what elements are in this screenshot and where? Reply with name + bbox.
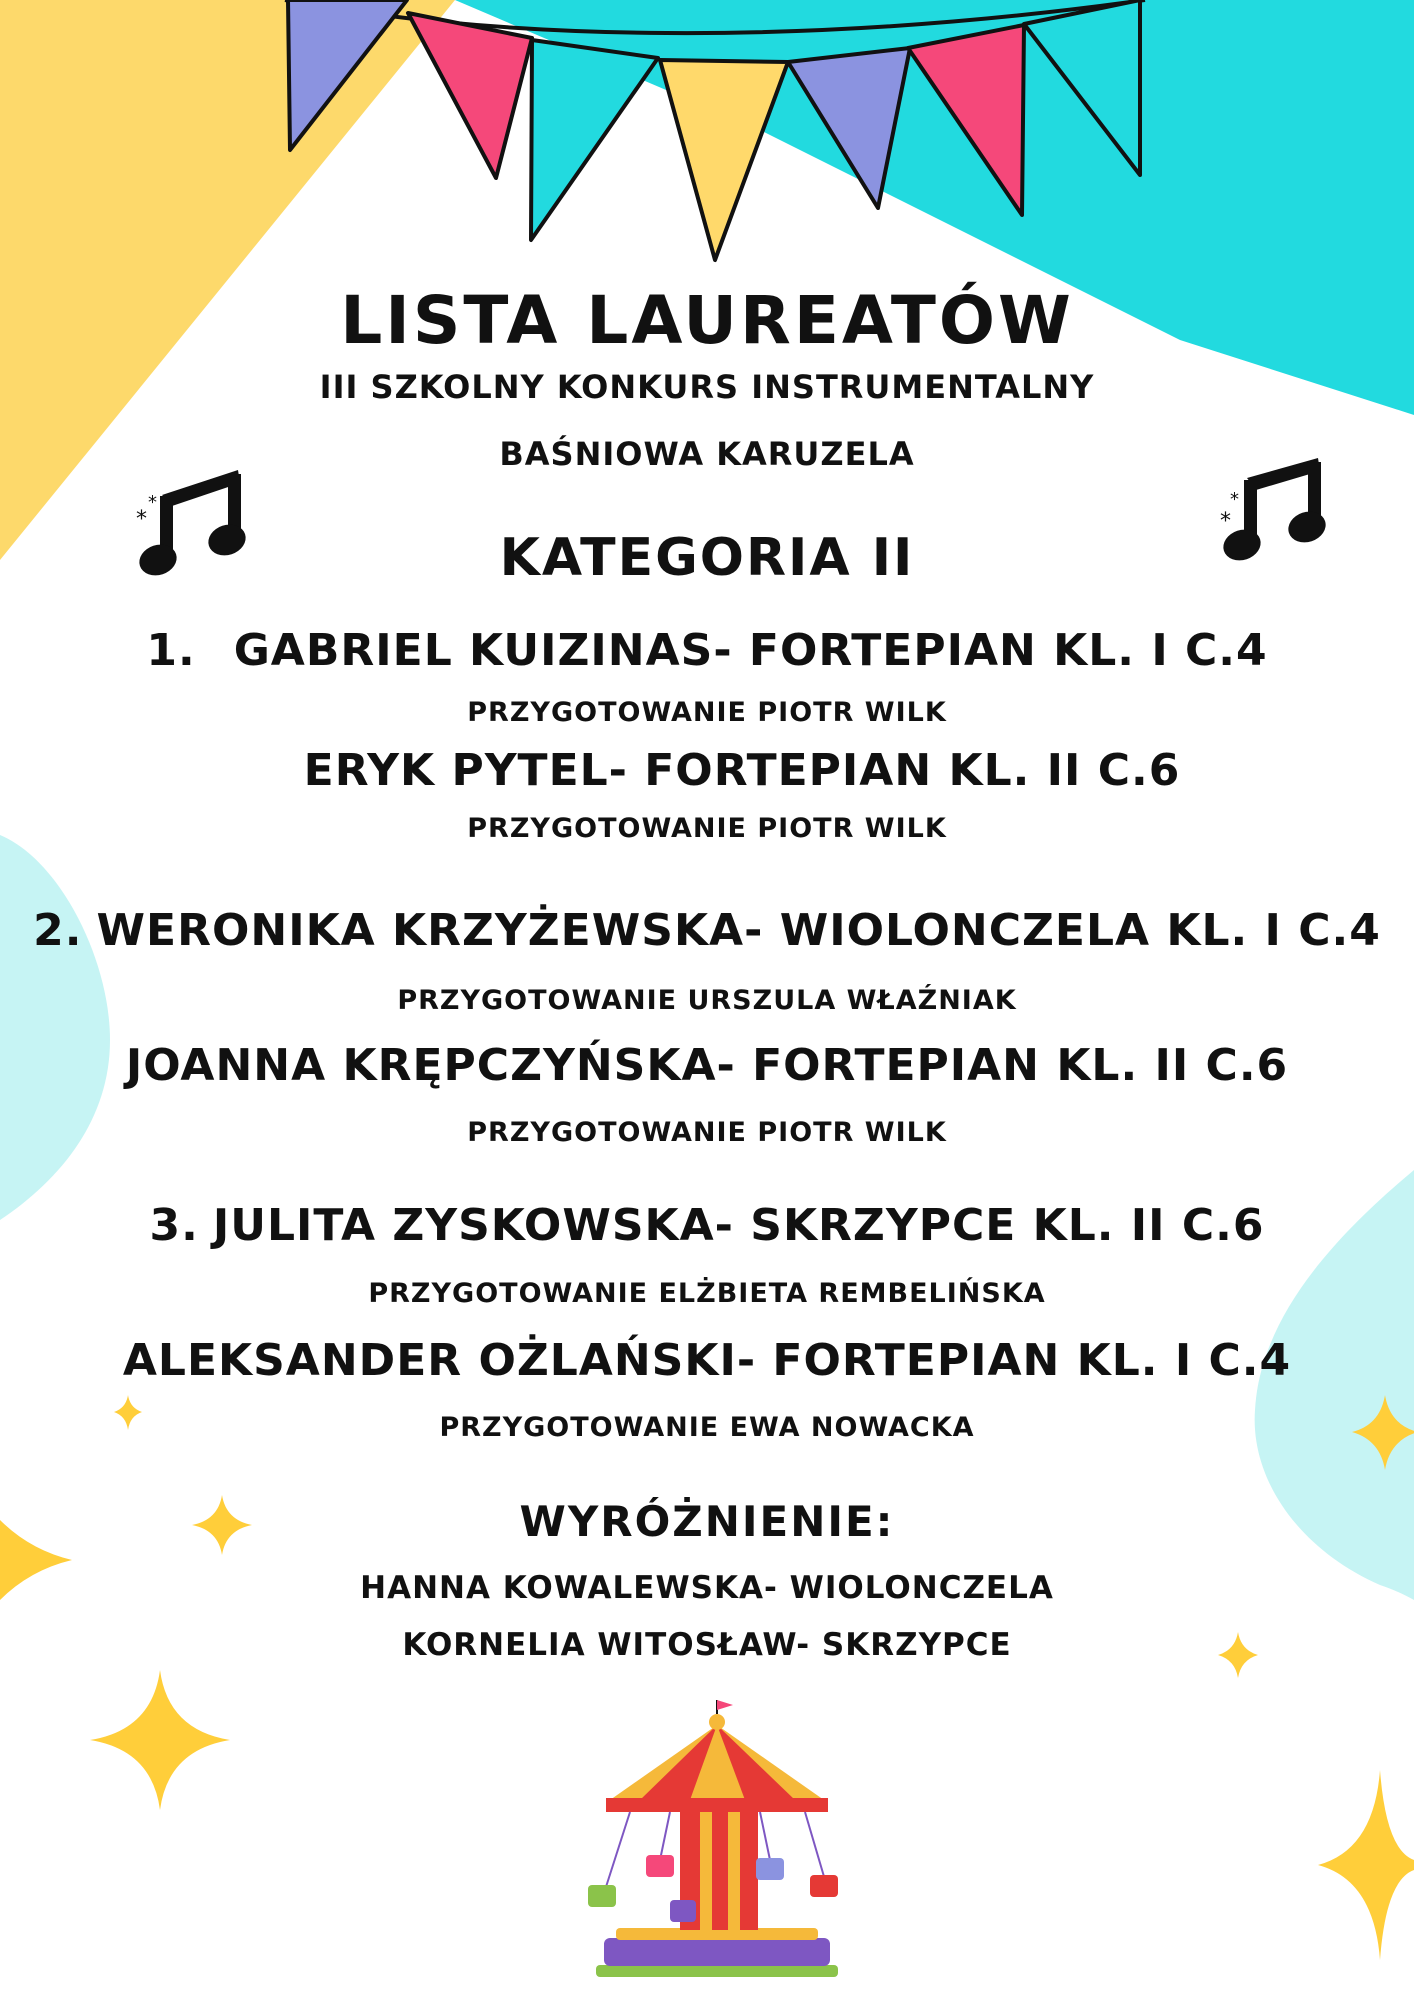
place-number: 1.: [146, 625, 196, 676]
category-heading: KATEGORIA II: [499, 528, 915, 588]
carousel-icon: [588, 1700, 838, 1977]
honorable-mention-name: KORNELIA WITOSŁAW- SKRZYPCE: [402, 1627, 1012, 1663]
teacher-line: PRZYGOTOWANIE URSZULA WŁAŹNIAK: [397, 985, 1017, 1016]
honorable-mention-heading: WYRÓŻNIENIE:: [519, 1497, 895, 1546]
contest-theme: BAŚNIOWA KARUZELA: [499, 435, 915, 473]
winner-name: 1. GABRIEL KUIZINAS- FORTEPIAN KL. I C.4: [146, 625, 1268, 676]
cyan-blob-left: [0, 835, 110, 1220]
place-number: 2.: [33, 905, 83, 956]
place-number: 3.: [149, 1200, 199, 1251]
svg-text:*: *: [148, 492, 157, 513]
winner-name: JOANNA KRĘPCZYŃSKA- FORTEPIAN KL. II C.6: [125, 1040, 1289, 1091]
page-title: LISTA LAUREATÓW: [340, 282, 1074, 359]
teacher-line: PRZYGOTOWANIE PIOTR WILK: [467, 697, 947, 728]
winner-name: ERYK PYTEL- FORTEPIAN KL. II C.6: [303, 745, 1181, 796]
teacher-line: PRZYGOTOWANIE PIOTR WILK: [467, 1117, 947, 1148]
winner-name: 2. WERONIKA KRZYŻEWSKA- WIOLONCZELA KL. I C.4: [33, 905, 1381, 956]
teacher-line: PRZYGOTOWANIE PIOTR WILK: [467, 813, 947, 844]
contest-name: III SZKOLNY KONKURS INSTRUMENTALNY: [319, 368, 1095, 406]
teacher-line: PRZYGOTOWANIE EWA NOWACKA: [439, 1412, 975, 1443]
svg-text:*: *: [136, 507, 147, 532]
svg-text:*: *: [1220, 509, 1231, 534]
svg-text:*: *: [1230, 489, 1239, 510]
honorable-mention-name: HANNA KOWALEWSKA- WIOLONCZELA: [360, 1570, 1054, 1606]
teacher-line: PRZYGOTOWANIE ELŻBIETA REMBELIŃSKA: [368, 1278, 1046, 1309]
winner-name: 3. JULITA ZYSKOWSKA- SKRZYPCE KL. II C.6: [149, 1200, 1265, 1251]
winner-name: ALEKSANDER OŻLAŃSKI- FORTEPIAN KL. I C.4: [122, 1335, 1292, 1386]
